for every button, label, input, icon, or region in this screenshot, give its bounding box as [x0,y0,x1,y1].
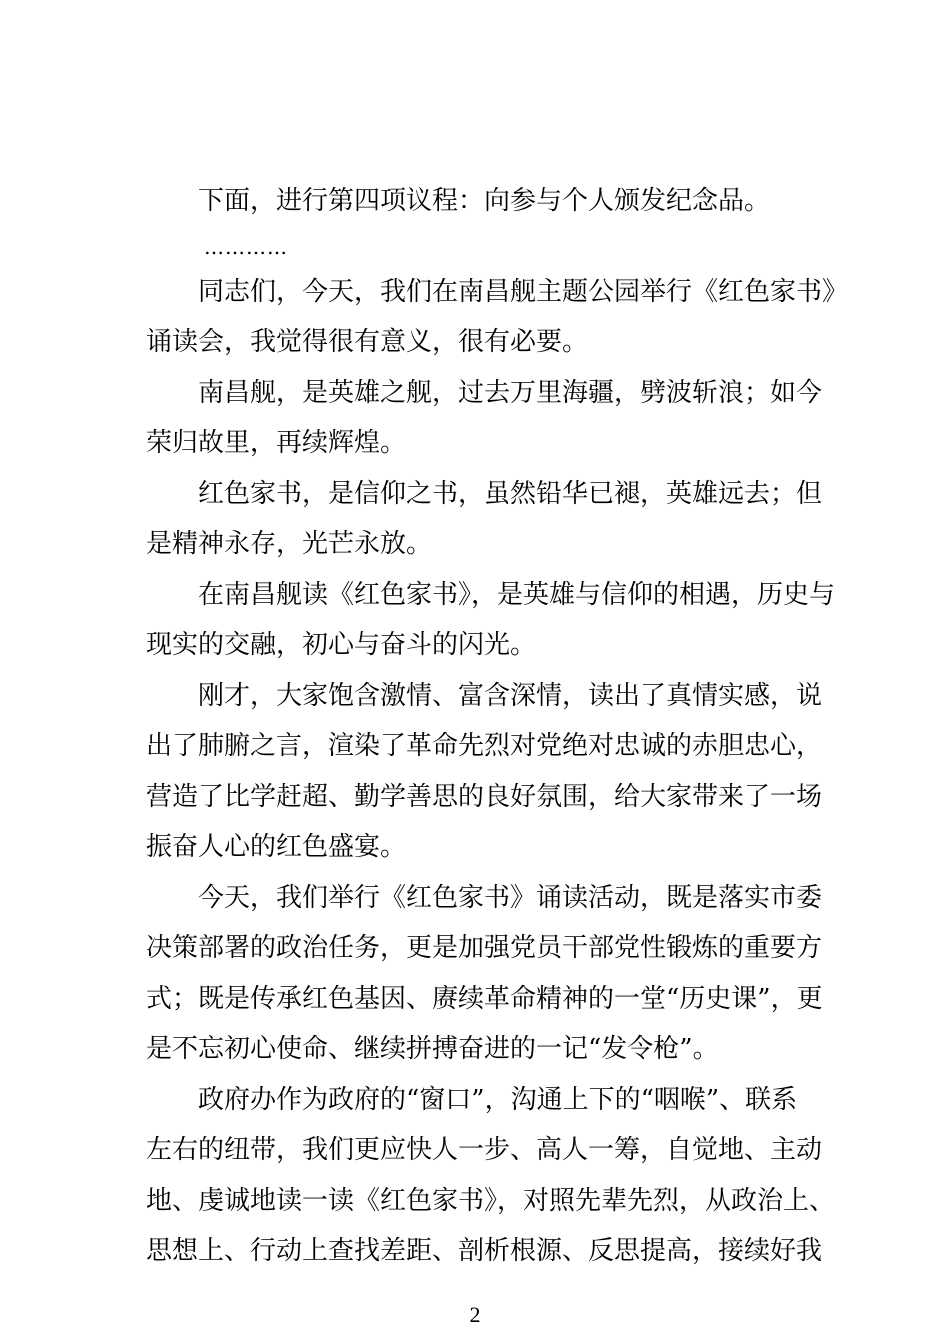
text-line: 下面，进行第四项议程：向参与个人颁发纪念品。 [198,186,771,216]
text-line: 地、虔诚地读一读《红色家书》，对照先辈先烈，从政治上、 [146,1185,836,1216]
text-line: 思想上、行动上查找差距、剖析根源、反思提高，接续好我 [146,1236,823,1266]
text-line: 营造了比学赶超、勤学善思的良好氛围，给大家带来了一场 [146,781,823,812]
text-line: 在南昌舰读《红色家书》，是英雄与信仰的相遇，历史与 [198,579,836,610]
text-line: 刚才，大家饱含激情、富含深情，读出了真情实感，说 [198,680,823,711]
text-line: 左右的纽带，我们更应快人一步、高人一筹，自觉地、主动 [146,1135,823,1165]
text-line: 南昌舰，是英雄之舰，过去万里海疆，劈波斩浪；如今 [198,377,823,408]
ellipsis-line: ………… [204,234,288,259]
document-body [146,176,849,1277]
text-line: 今天，我们举行《红色家书》诵读活动，既是落实市委 [198,882,823,913]
text-line: 同志们，今天，我们在南昌舰主题公园举行《红色家书》 [198,276,849,307]
text-line: 式；既是传承红色基因、赓续革命精神的一堂“历史课”，更 [146,983,823,1014]
text-line: 诵读会，我觉得很有意义，很有必要。 [146,327,589,357]
text-line: 政府办作为政府的“窗口”，沟通上下的“咽喉”、联系 [198,1084,798,1115]
text-line: 决策部署的政治任务，更是加强党员干部党性锻炼的重要方 [146,933,823,963]
text-line: 出了肺腑之言，渲染了革命先烈对党绝对忠诚的赤胆忠心， [146,731,823,761]
text-line: 现实的交融，初心与奋斗的闪光。 [146,630,537,660]
page-number: 2 [469,1302,481,1327]
text-line: 振奋人心的红色盛宴。 [146,832,407,862]
text-line: 红色家书，是信仰之书，虽然铅华已褪，英雄远去；但 [198,478,823,509]
text-line: 是精神永存，光芒永放。 [146,529,433,559]
text-line: 荣归故里，再续辉煌。 [146,428,407,458]
text-line: 是不忘初心使命、继续拼搏奋进的一记“发令枪”。 [146,1034,719,1064]
